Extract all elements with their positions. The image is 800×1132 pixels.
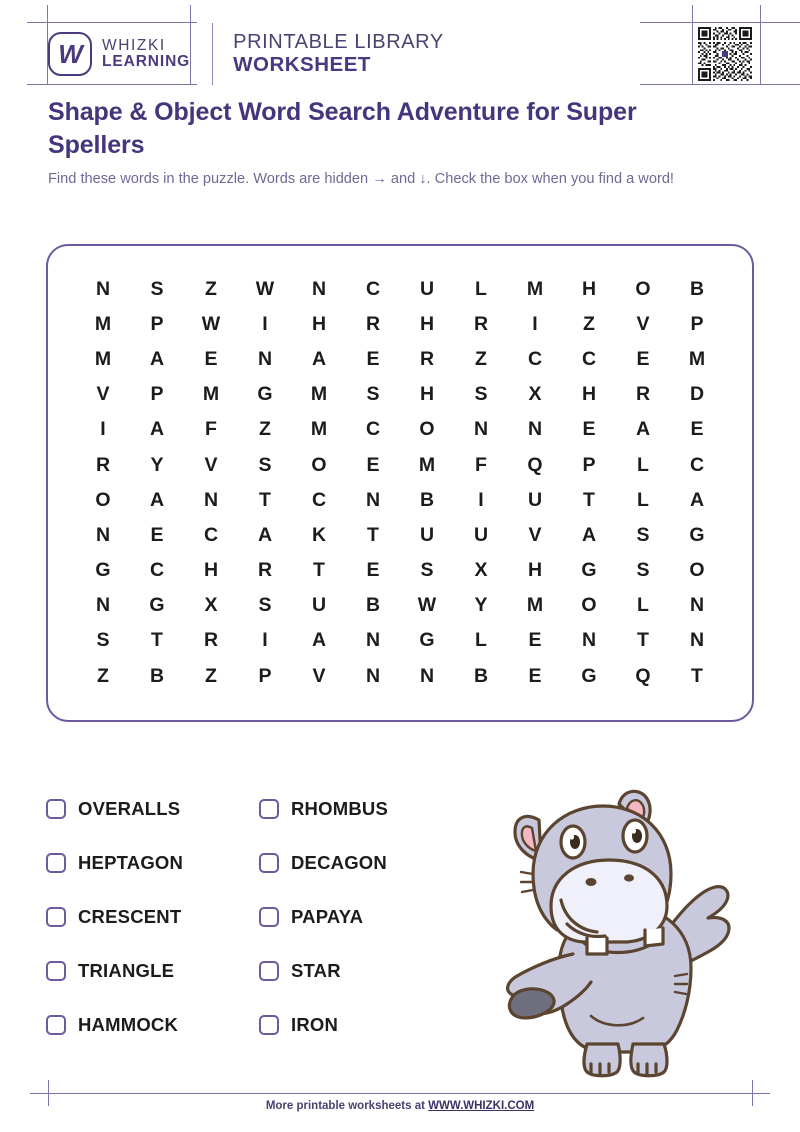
grid-cell[interactable]: H [581,277,597,300]
grid-cell[interactable]: G [689,523,705,546]
grid-cell[interactable]: N [473,418,489,441]
grid-cell[interactable]: Z [205,277,217,300]
grid-cell[interactable]: U [527,488,543,511]
brand-wordmark [102,38,190,70]
grid-cell[interactable]: E [636,348,650,371]
grid-cell[interactable]: H [311,312,327,335]
brand-logo [48,24,212,84]
grid-cell[interactable]: E [528,664,542,687]
grid-cell[interactable]: A [581,523,597,546]
grid-cell[interactable]: S [258,453,272,476]
grid-cell[interactable]: Z [475,348,487,371]
header-titles [233,31,444,76]
grid-cell[interactable]: A [149,418,165,441]
grid-cell[interactable]: N [581,629,597,652]
word-label: HAMMOCK [78,1014,179,1035]
grid-cell[interactable]: M [526,594,544,617]
grid-cell[interactable]: R [95,453,111,476]
grid-cell[interactable]: T [313,559,325,582]
grid-cell[interactable]: W [417,594,437,617]
whizki-logo-icon: W [48,32,92,76]
grid-cell[interactable]: E [582,418,596,441]
grid-cell[interactable]: H [203,559,219,582]
grid-cell[interactable]: S [366,383,380,406]
grid-cell[interactable]: V [204,453,218,476]
word-checkbox[interactable] [46,907,66,927]
footer-url[interactable]: WWW.WHIZKI.COM [428,1100,535,1112]
grid-cell[interactable]: B [473,664,489,687]
grid-cell[interactable]: X [528,383,542,406]
grid-cell[interactable]: T [259,488,271,511]
grid-cell[interactable]: H [527,559,543,582]
grid-cell[interactable]: C [149,559,165,582]
word-checkbox[interactable] [259,799,279,819]
grid-cell[interactable]: B [149,664,165,687]
word-checkbox[interactable] [46,961,66,981]
grid-cell[interactable]: N [95,523,111,546]
grid-cell[interactable]: U [419,277,435,300]
grid-cell[interactable]: Z [205,664,217,687]
word-checkbox[interactable] [259,1015,279,1035]
grid-cell[interactable]: I [100,418,106,441]
word-list-item[interactable] [46,960,259,982]
grid-cell[interactable]: C [311,488,327,511]
grid-cell[interactable]: I [262,312,268,335]
grid-cell[interactable]: R [419,348,435,371]
grid-cell[interactable]: L [637,453,649,476]
grid-cell[interactable]: G [581,664,597,687]
grid-cell[interactable]: N [257,348,273,371]
grid-cell[interactable]: E [366,453,380,476]
word-list-item[interactable] [259,960,472,982]
grid-cell[interactable]: Z [259,418,271,441]
grid-cell[interactable]: H [419,312,435,335]
grid-cell[interactable]: V [312,664,326,687]
word-checkbox[interactable] [46,1015,66,1035]
grid-cell[interactable]: V [528,523,542,546]
grid-cell[interactable]: C [581,348,597,371]
header-divider [212,23,213,85]
grid-cell[interactable]: P [150,383,164,406]
grid-cell[interactable]: M [418,453,436,476]
word-list-item[interactable] [46,798,259,820]
word-list-item[interactable] [46,852,259,874]
grid-cell[interactable]: B [419,488,435,511]
grid-cell[interactable]: A [311,348,327,371]
grid-cell[interactable]: B [365,594,381,617]
word-list [46,782,466,1052]
instructions-text: Find these words in the puzzle. Words are hidden → and ↓. Check the box when you find a word! [48,171,674,187]
grid-cell[interactable]: E [528,629,542,652]
word-label: PAPAYA [291,906,364,927]
grid-cell[interactable]: E [204,348,218,371]
grid-cell[interactable]: H [419,383,435,406]
grid-cell[interactable]: I [478,488,484,511]
footer-text: More printable worksheets at [265,1100,429,1112]
grid-cell[interactable]: O [689,559,705,582]
grid-cell[interactable]: M [94,312,112,335]
grid-cell[interactable]: C [689,453,705,476]
grid-cell[interactable]: N [365,629,381,652]
grid-cell[interactable]: R [365,312,381,335]
header-subtitle: PRINTABLE LIBRARY [233,31,444,54]
grid-cell[interactable]: T [637,629,649,652]
grid-cell[interactable]: A [635,418,651,441]
word-label: OVERALLS [78,798,181,819]
grid-cell[interactable]: V [636,312,650,335]
brand-name-bottom: LEARNING [102,53,191,70]
grid-cell[interactable]: V [96,383,110,406]
grid-cell[interactable]: S [636,523,650,546]
grid-cell[interactable]: O [419,418,435,441]
grid-cell[interactable]: W [255,277,275,300]
grid-cell[interactable]: G [419,629,435,652]
grid-cell[interactable]: N [527,418,543,441]
grid-cell[interactable]: N [311,277,327,300]
grid-cell[interactable]: P [150,312,164,335]
grid-cell[interactable]: R [473,312,489,335]
grid-cell[interactable]: N [95,277,111,300]
word-list-item[interactable] [259,1014,472,1036]
grid-cell[interactable]: L [475,277,487,300]
grid-cell[interactable]: F [205,418,217,441]
grid-cell[interactable]: K [311,523,327,546]
word-list-item[interactable] [46,906,259,928]
grid-cell[interactable]: D [689,383,705,406]
grid-cell[interactable]: O [95,488,111,511]
grid-cell[interactable]: N [95,594,111,617]
grid-cell[interactable]: C [203,523,219,546]
grid-cell[interactable]: T [151,629,163,652]
grid-cell[interactable]: G [581,559,597,582]
grid-cell[interactable]: E [366,348,380,371]
grid-cell[interactable]: O [635,277,651,300]
grid-cell[interactable]: L [475,629,487,652]
grid-cell[interactable]: S [420,559,434,582]
grid-cell[interactable]: A [689,488,705,511]
word-checkbox[interactable] [46,853,66,873]
grid-cell[interactable]: U [419,523,435,546]
grid-cell[interactable]: S [636,559,650,582]
grid-cell[interactable]: L [637,594,649,617]
word-search-puzzle [46,244,754,722]
hippo-mascot [487,778,763,1078]
word-label: STAR [291,960,341,981]
grid-cell[interactable]: P [690,312,704,335]
grid-cell[interactable]: X [204,594,218,617]
grid-cell[interactable]: C [365,277,381,300]
grid-cell[interactable]: M [310,418,328,441]
grid-cell[interactable]: E [150,523,164,546]
grid-cell[interactable]: N [203,488,219,511]
grid-cell[interactable]: O [581,594,597,617]
grid-cell[interactable]: X [474,559,488,582]
word-list-item[interactable] [46,1014,259,1036]
grid-cell[interactable]: B [689,277,705,300]
grid-cell[interactable]: R [203,629,219,652]
grid-cell[interactable]: M [202,383,220,406]
grid-cell[interactable]: S [150,277,164,300]
grid-cell[interactable]: Z [97,664,109,687]
grid-cell[interactable]: C [365,418,381,441]
grid-cell[interactable]: R [635,383,651,406]
word-label: DECAGON [291,852,387,873]
grid-cell[interactable]: A [311,629,327,652]
grid-cell[interactable]: G [257,383,273,406]
grid-cell[interactable]: M [310,383,328,406]
word-label: CRESCENT [78,906,182,927]
grid-cell[interactable]: T [367,523,379,546]
word-label: RHOMBUS [291,798,388,819]
word-list-item[interactable] [259,798,472,820]
grid-cell[interactable]: H [581,383,597,406]
grid-cell[interactable]: Q [527,453,543,476]
grid-cell[interactable]: I [532,312,538,335]
word-checkbox[interactable] [46,799,66,819]
grid-cell[interactable]: N [365,664,381,687]
cropmark-bottom-horizontal [30,1093,770,1094]
grid-cell[interactable]: Z [583,312,595,335]
cropmark-top-right-vertical-2 [760,5,761,85]
word-label: HEPTAGON [78,852,184,873]
grid-cell[interactable]: L [637,488,649,511]
grid-cell[interactable]: S [258,594,272,617]
word-checkbox[interactable] [259,907,279,927]
brand-name-top: WHIZKI [102,36,166,54]
grid-cell[interactable]: P [582,453,596,476]
grid-cell[interactable]: Y [150,453,164,476]
grid-cell[interactable]: N [689,594,705,617]
grid-cell[interactable]: Y [474,594,488,617]
grid-cell[interactable]: I [262,629,268,652]
header-title: WORKSHEET [233,52,371,76]
grid-cell[interactable]: M [94,348,112,371]
grid-cell[interactable]: A [149,488,165,511]
word-list-item[interactable] [259,852,472,874]
grid-cell[interactable]: S [474,383,488,406]
footer [0,1100,800,1112]
word-checkbox[interactable] [259,961,279,981]
grid-cell[interactable]: T [583,488,595,511]
cropmark-top-right-horizontal-1 [640,22,800,23]
grid-cell[interactable]: Q [635,664,651,687]
grid-cell[interactable]: C [527,348,543,371]
grid-cell[interactable]: E [366,559,380,582]
word-label: TRIANGLE [78,960,175,981]
grid-cell[interactable]: P [258,664,272,687]
grid-cell[interactable]: R [257,559,273,582]
letter-grid [76,272,724,694]
grid-cell[interactable]: N [365,488,381,511]
grid-cell[interactable]: G [149,594,165,617]
qr-code-icon [698,27,752,81]
grid-cell[interactable]: U [473,523,489,546]
grid-cell[interactable]: A [257,523,273,546]
word-checkbox[interactable] [259,853,279,873]
grid-cell[interactable]: W [201,312,221,335]
cropmark-top-left-horizontal-2 [27,84,197,85]
word-list-item[interactable] [259,906,472,928]
cropmark-top-right-horizontal-2 [640,84,800,85]
cropmark-top-left-horizontal-1 [27,22,197,23]
grid-cell[interactable]: S [96,629,110,652]
grid-cell[interactable]: O [311,453,327,476]
grid-cell[interactable]: G [95,559,111,582]
page-header [48,24,752,84]
grid-cell[interactable]: A [149,348,165,371]
grid-cell[interactable]: N [689,629,705,652]
grid-cell[interactable]: E [690,418,704,441]
grid-cell[interactable]: M [688,348,706,371]
word-label: IRON [291,1014,339,1035]
grid-cell[interactable]: N [419,664,435,687]
grid-cell[interactable]: T [691,664,703,687]
grid-cell[interactable]: U [311,594,327,617]
page-title: Shape & Object Word Search Adventure for Super Spellers [48,98,637,159]
grid-cell[interactable]: F [475,453,487,476]
grid-cell[interactable]: M [526,277,544,300]
